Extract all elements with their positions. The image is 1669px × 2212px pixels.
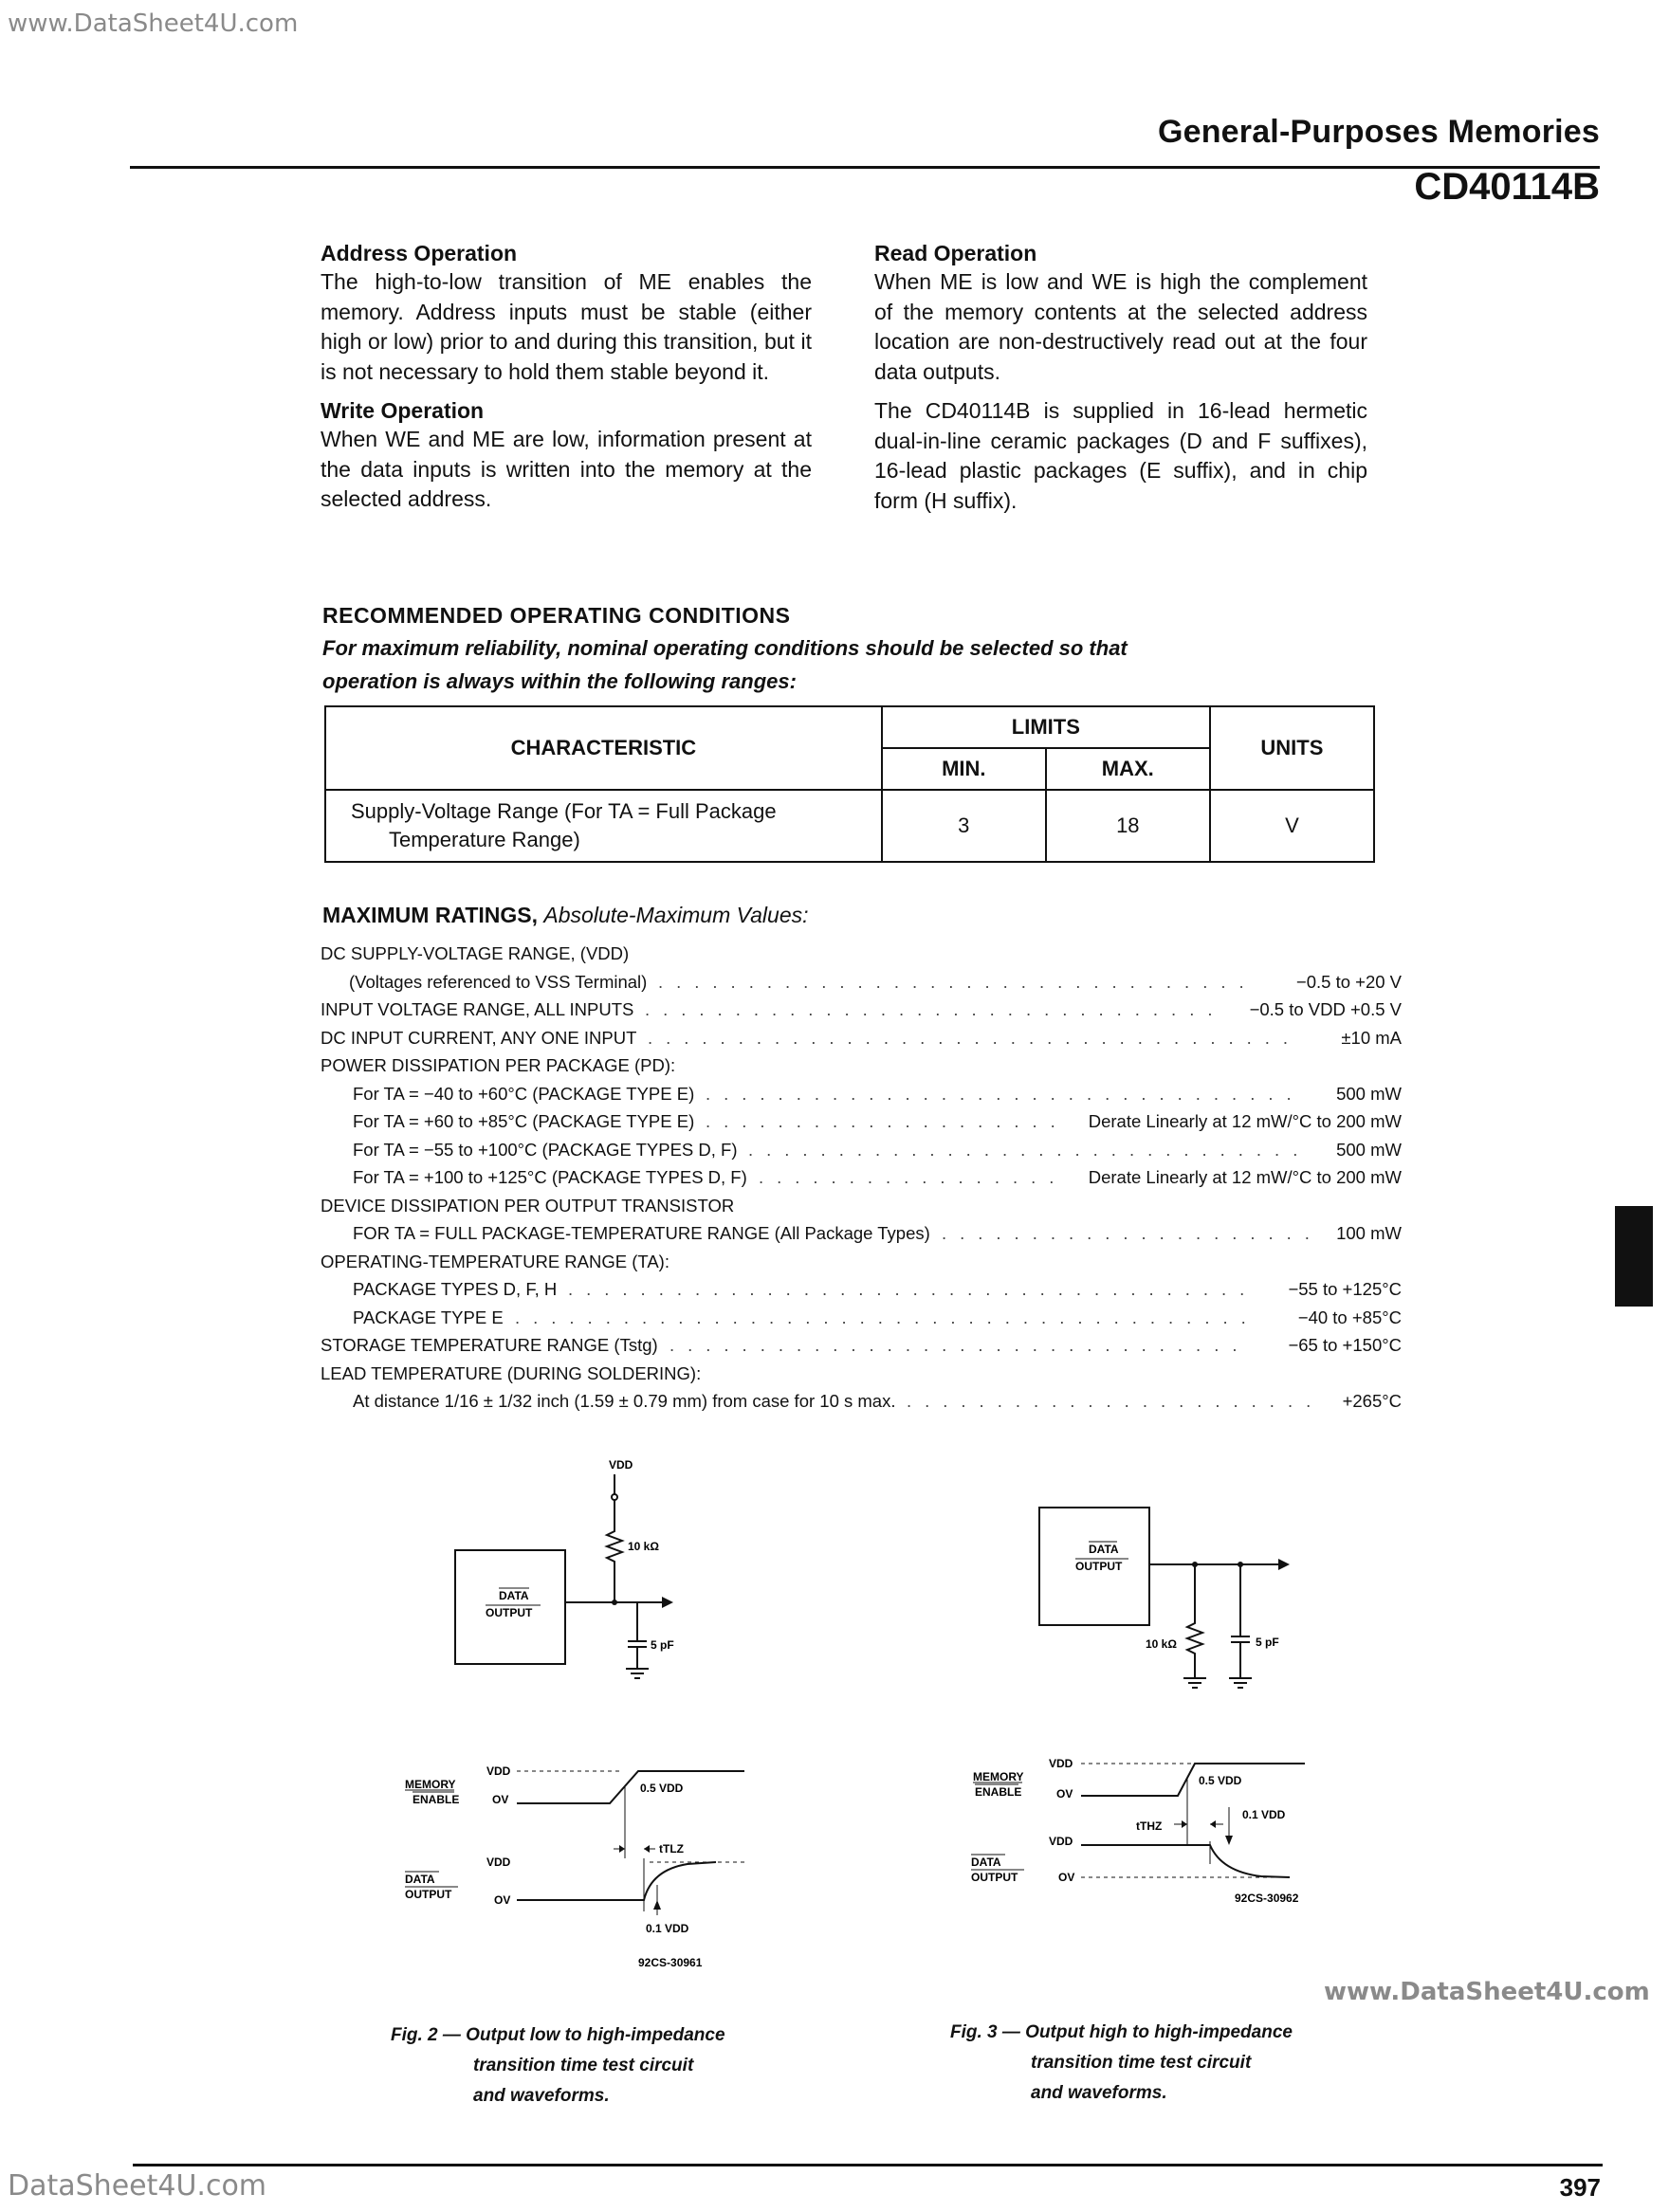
fig3-data-label: DATA (1089, 1543, 1119, 1556)
fig2-me-wave (517, 1771, 744, 1803)
fig2-output-label: OUTPUT (486, 1606, 533, 1619)
max-ratings-heading (322, 903, 809, 928)
leader-dots: ...................................... (568, 1279, 1258, 1299)
max-rating-label: For TA = −55 to +100°C (PACKAGE TYPES D, F) (353, 1139, 738, 1160)
fig3-output-wave-label: OUTPUT (971, 1871, 1018, 1884)
page-number: 397 (1559, 2173, 1601, 2202)
col-max: MAX. (1046, 748, 1210, 790)
fig3-ov-label: OV (1056, 1787, 1073, 1801)
max-rating-label: PACKAGE TYPES D, F, H (353, 1279, 558, 1299)
address-operation-heading: Address Operation (321, 241, 518, 265)
header-rule (130, 166, 1600, 169)
max-ratings-title: MAXIMUM RATINGS, (322, 903, 539, 927)
roc-row-max: 18 (1046, 790, 1210, 862)
fig3-caption-3: and waveforms. (1031, 2083, 1167, 2103)
max-rating-label: DEVICE DISSIPATION PER OUTPUT TRANSISTOR (321, 1195, 735, 1216)
col-limits: LIMITS (882, 706, 1210, 748)
watermark-top: www.DataSheet4U.com (8, 9, 299, 38)
fig3-enable-label: ENABLE (975, 1785, 1022, 1799)
max-rating-value: −55 to +125°C (1288, 1279, 1402, 1299)
max-rating-row (321, 1107, 1402, 1136)
max-rating-value: −40 to +85°C (1297, 1307, 1402, 1327)
read-operation-heading: Read Operation (874, 241, 1037, 265)
fig2-data-wave-label: DATA (405, 1873, 435, 1886)
roc-row-characteristic (325, 790, 882, 862)
leader-dots: ............................... (748, 1139, 1311, 1160)
fig2-cap-label: 5 pF (651, 1638, 674, 1652)
max-rating-value: +265°C (1342, 1391, 1402, 1411)
fig3-res-label: 10 kΩ (1146, 1637, 1177, 1651)
roc-row-min: 3 (882, 790, 1046, 862)
max-rating-label: For TA = −40 to +60°C (PACKAGE TYPE E) (353, 1083, 695, 1104)
fig2-waveforms (403, 1764, 763, 1972)
left-column (321, 239, 812, 515)
fig3-tenth-vdd-label: 0.1 VDD (1242, 1808, 1286, 1821)
max-rating-label: LEAD TEMPERATURE (DURING SOLDERING): (321, 1362, 702, 1383)
max-rating-row (321, 1275, 1402, 1304)
part-number: CD40114B (1414, 166, 1600, 208)
max-rating-label: At distance 1/16 ± 1/32 inch (1.59 ± 0.79 mm) from case for 10 s max. (353, 1391, 896, 1411)
max-rating-row (321, 1360, 1402, 1388)
footer-rule (133, 2164, 1603, 2166)
max-rating-row (321, 940, 1402, 968)
fig2-tenth-vdd-label: 0.1 VDD (646, 1922, 689, 1935)
max-rating-row (321, 1192, 1402, 1220)
fig2-data-label: DATA (499, 1589, 529, 1602)
leader-dots: ..................... (942, 1223, 1323, 1243)
fig3-caption-1: Fig. 3 — Output high to high-impedance (950, 2022, 1293, 2042)
leader-dots: ................................ (645, 999, 1226, 1019)
fig3-caption-2: transition time test circuit (1031, 2053, 1252, 2073)
leader-dots: ................................. (706, 1083, 1305, 1104)
max-rating-label: STORAGE TEMPERATURE RANGE (Tstg) (321, 1335, 658, 1355)
max-rating-value: −0.5 to +20 V (1295, 971, 1402, 992)
right-column (874, 239, 1367, 516)
packaging-text: The CD40114B is supplied in 16-lead hermetic dual-in-line ceramic packages (D and F suffixes), 16-lead plastic packages (E suffix), and in chip form (H suffix). (874, 398, 1367, 513)
max-rating-label: For TA = +60 to +85°C (PACKAGE TYPE E) (353, 1111, 695, 1131)
max-rating-label: POWER DISSIPATION PER PACKAGE (PD): (321, 1055, 676, 1075)
max-rating-value: 100 mW (1336, 1223, 1402, 1243)
max-rating-value: 500 mW (1336, 1139, 1402, 1160)
max-ratings-subtitle: Absolute-Maximum Values: (543, 903, 809, 927)
fig2-data-wave (517, 1862, 716, 1900)
fig2-enable-label: ENABLE (413, 1793, 460, 1806)
roc-subtitle-2: operation is always within the following ranges: (322, 669, 797, 693)
fig3-code: 92CS-30962 (1235, 1892, 1299, 1905)
roc-heading: RECOMMENDED OPERATING CONDITIONS (322, 603, 791, 628)
fig3-data-wave-label: DATA (971, 1856, 1001, 1869)
read-operation-text: When ME is low and WE is high the complement of the memory contents at the selected address location are non-destructively read out at the four data outputs. (874, 269, 1367, 384)
max-rating-row (321, 1136, 1402, 1164)
fig2-memory-label: MEMORY (405, 1778, 456, 1791)
max-rating-value: Derate Linearly at 12 mW/°C to 200 mW (1088, 1111, 1402, 1131)
section-title: General-Purposes Memories (1157, 114, 1600, 150)
fig2-code: 92CS-30961 (638, 1956, 703, 1969)
leader-dots: ................................ (669, 1335, 1251, 1355)
leader-dots: ....................... (907, 1391, 1325, 1411)
max-rating-row (321, 1304, 1402, 1332)
fig2-t-label: tTLZ (659, 1842, 684, 1856)
max-rating-label: DC SUPPLY-VOLTAGE RANGE, (VDD) (321, 943, 630, 963)
write-operation-heading: Write Operation (321, 398, 485, 423)
max-rating-label: DC INPUT CURRENT, ANY ONE INPUT (321, 1027, 637, 1048)
max-rating-label: (Voltages referenced to VSS Terminal) (349, 971, 648, 992)
max-rating-row (321, 1051, 1402, 1080)
fig3-vdd-bottom-label: VDD (1049, 1835, 1073, 1848)
fig2-circuit (408, 1455, 730, 1692)
watermark-bottom: DataSheet4U.com (8, 2169, 267, 2203)
watermark-mid: www.DataSheet4U.com (1324, 1978, 1650, 2006)
address-operation-text: The high-to-low transition of ME enables the memory. Address inputs must be stable (either high or low) prior to and during this transition, but it is not necessary to hold them stable beyond it. (321, 269, 812, 384)
fig3-vdd-top-label: VDD (1049, 1757, 1073, 1770)
col-characteristic: CHARACTERISTIC (325, 706, 882, 790)
max-rating-label: INPUT VOLTAGE RANGE, ALL INPUTS (321, 999, 634, 1019)
max-rating-row (321, 1331, 1402, 1360)
fig2-caption-3: and waveforms. (473, 2086, 610, 2106)
leader-dots: .................... (706, 1111, 1069, 1131)
col-units: UNITS (1210, 706, 1374, 790)
leader-dots: .................................... (648, 1027, 1302, 1048)
roc-table (324, 705, 1375, 863)
roc-row-units: V (1210, 790, 1374, 862)
fig3-ov-bottom-label: OV (1058, 1871, 1075, 1884)
fig3-me-wave (1081, 1764, 1305, 1796)
leader-dots: ......................................... (515, 1307, 1259, 1327)
max-rating-value: −65 to +150°C (1288, 1335, 1402, 1355)
fig3-waveforms (967, 1750, 1328, 1921)
fig3-output-label: OUTPUT (1075, 1560, 1123, 1573)
roc-char-line-1: Supply-Voltage Range (For TA = Full Package (351, 799, 777, 823)
max-rating-value: −0.5 to VDD +0.5 V (1249, 999, 1402, 1019)
max-rating-value: 500 mW (1336, 1083, 1402, 1104)
write-operation-text: When WE and ME are low, information present at the data inputs is written into the memory at the selected address. (321, 427, 812, 511)
fig2-output-wave-label: OUTPUT (405, 1888, 452, 1901)
fig2-vdd-bottom-label: VDD (486, 1856, 511, 1869)
fig2-caption-1: Fig. 2 — Output low to high-impedance (391, 2025, 725, 2045)
max-rating-label: OPERATING-TEMPERATURE RANGE (TA): (321, 1251, 669, 1271)
fig2-half-vdd-label: 0.5 VDD (640, 1782, 684, 1795)
max-rating-row (321, 1219, 1402, 1248)
fig3-half-vdd-label: 0.5 VDD (1199, 1774, 1242, 1787)
fig3-data-wave (1081, 1845, 1290, 1877)
fig2-resistor (607, 1500, 622, 1602)
col-min: MIN. (882, 748, 1046, 790)
max-ratings-list (321, 940, 1402, 1416)
fig3-caption (950, 2018, 1293, 2109)
section-tab-marker (1615, 1206, 1653, 1307)
fig2-vdd-label: VDD (609, 1458, 633, 1472)
fig2-caption-2: transition time test circuit (473, 2056, 694, 2075)
max-rating-row (321, 968, 1402, 996)
fig3-t-label: tTHZ (1136, 1819, 1163, 1833)
max-rating-row (321, 1080, 1402, 1108)
fig2-caption (391, 2020, 725, 2111)
fig2-vdd-top-label: VDD (486, 1764, 511, 1778)
fig3-circuit (1024, 1498, 1328, 1707)
max-rating-row (321, 1163, 1402, 1192)
max-rating-label: FOR TA = FULL PACKAGE-TEMPERATURE RANGE (All Package Types) (353, 1223, 930, 1243)
fig2-ov-label: OV (492, 1793, 509, 1806)
fig3-resistor (1187, 1564, 1202, 1678)
leader-dots: ................................. (658, 971, 1257, 992)
max-rating-value: Derate Linearly at 12 mW/°C to 200 mW (1088, 1167, 1402, 1187)
leader-dots: ................. (759, 1167, 1068, 1187)
fig2-res-label: 10 kΩ (628, 1540, 659, 1553)
max-rating-label: For TA = +100 to +125°C (PACKAGE TYPES D, F) (353, 1167, 747, 1187)
roc-subtitle-1: For maximum reliability, nominal operating conditions should be selected so that (322, 636, 1128, 660)
max-rating-value: ±10 mA (1341, 1027, 1402, 1048)
max-rating-row (321, 1248, 1402, 1276)
max-rating-row (321, 1387, 1402, 1416)
fig3-cap-label: 5 pF (1256, 1636, 1279, 1649)
max-rating-row (321, 1024, 1402, 1052)
roc-char-line-2: Temperature Range) (389, 828, 580, 851)
fig2-ov-bottom-label: OV (494, 1893, 511, 1907)
max-rating-label: PACKAGE TYPE E (353, 1307, 504, 1327)
fig3-memory-label: MEMORY (973, 1770, 1024, 1783)
max-rating-row (321, 996, 1402, 1024)
